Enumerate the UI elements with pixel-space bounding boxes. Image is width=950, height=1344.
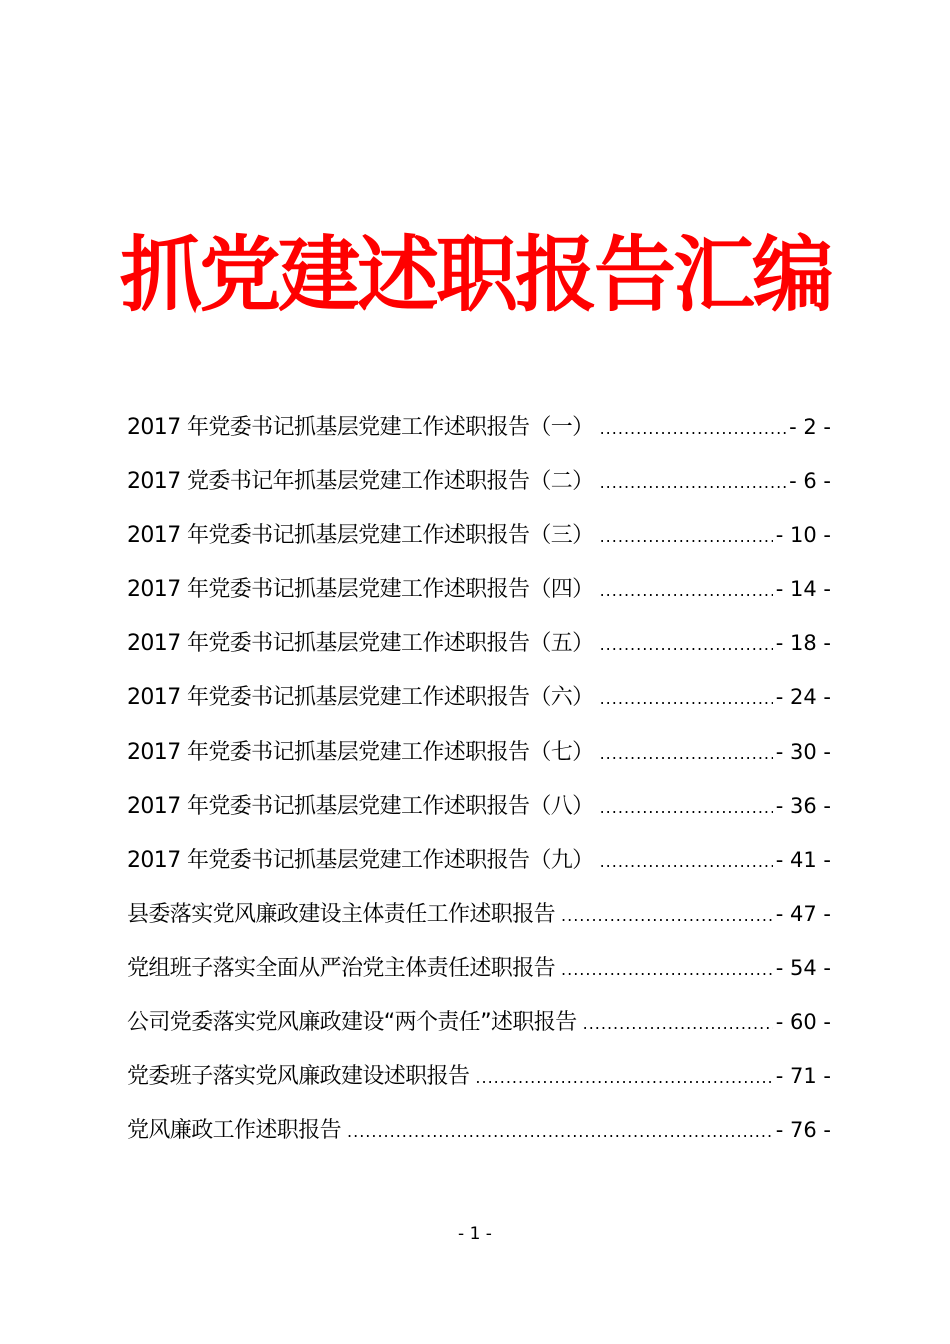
toc-dot-leader (600, 786, 773, 830)
toc-entry[interactable] (127, 1108, 831, 1162)
toc-entry[interactable] (127, 567, 831, 621)
toc-dot-leader (583, 1002, 773, 1046)
toc-entry-page: - 18 - (775, 631, 831, 656)
table-of-contents (127, 405, 831, 1162)
toc-dot-leader (600, 407, 787, 451)
toc-entry-page: - 47 - (775, 901, 831, 926)
document-title: 抓党建述职报告汇编 (120, 227, 832, 323)
toc-dot-leader (600, 515, 773, 559)
toc-dot-leader (600, 623, 773, 667)
toc-entry[interactable] (127, 838, 831, 892)
toc-entry-page: - 71 - (775, 1064, 831, 1089)
toc-entry[interactable] (127, 675, 831, 729)
toc-entry-page: - 24 - (775, 685, 831, 710)
toc-entry-title: 2017 年党委书记抓基层党建工作述职报告（六） (127, 685, 594, 711)
toc-entry[interactable] (127, 405, 831, 459)
toc-entry-title: 2017 年党委书记抓基层党建工作述职报告（三） (127, 523, 594, 549)
toc-entry[interactable] (127, 459, 831, 513)
toc-entry-title: 2017 年党委书记抓基层党建工作述职报告（四） (127, 577, 594, 603)
toc-dot-leader (600, 840, 773, 884)
toc-entry[interactable] (127, 730, 831, 784)
toc-entry[interactable] (127, 892, 831, 946)
toc-entry[interactable] (127, 1054, 831, 1108)
toc-entry-page: - 14 - (775, 577, 831, 602)
toc-entry-page: - 76 - (775, 1118, 831, 1143)
toc-entry[interactable] (127, 513, 831, 567)
toc-dot-leader (475, 1056, 772, 1100)
page-number-footer: - 1 - (458, 1224, 492, 1244)
toc-dot-leader (561, 894, 773, 938)
toc-entry-page: - 60 - (775, 1010, 831, 1035)
toc-entry-page: - 6 - (789, 469, 831, 494)
toc-entry-title: 2017 年党委书记抓基层党建工作述职报告（九） (127, 847, 594, 873)
toc-entry-title: 党组班子落实全面从严治党主体责任述职报告 (127, 955, 556, 981)
toc-entry-title: 2017 年党委书记抓基层党建工作述职报告（八） (127, 793, 594, 819)
toc-entry-page: - 30 - (775, 739, 831, 764)
toc-entry-page: - 2 - (789, 415, 831, 439)
toc-entry-page: - 41 - (775, 847, 831, 872)
toc-entry-title: 2017 年党委书记抓基层党建工作述职报告（一） (127, 415, 594, 440)
toc-dot-leader (600, 677, 773, 721)
toc-dot-leader (600, 461, 787, 505)
toc-dot-leader (600, 732, 773, 776)
toc-dot-leader (561, 948, 773, 992)
toc-entry[interactable] (127, 1000, 831, 1054)
toc-entry-title: 党风廉政工作述职报告 (127, 1118, 342, 1144)
toc-entry[interactable] (127, 946, 831, 1000)
toc-entry-title: 2017 党委书记年抓基层党建工作述职报告（二） (127, 469, 594, 495)
toc-entry-title: 2017 年党委书记抓基层党建工作述职报告（七） (127, 739, 594, 765)
toc-entry[interactable] (127, 621, 831, 675)
toc-dot-leader (600, 569, 773, 613)
toc-dot-leader (347, 1110, 773, 1154)
toc-entry-title: 党委班子落实党风廉政建设述职报告 (127, 1064, 470, 1090)
toc-entry-page: - 54 - (775, 955, 831, 980)
toc-entry[interactable] (127, 784, 831, 838)
toc-entry-title: 2017 年党委书记抓基层党建工作述职报告（五） (127, 631, 594, 657)
toc-entry-title: 公司党委落实党风廉政建设“两个责任”述职报告 (127, 1010, 577, 1036)
toc-entry-page: - 10 - (775, 523, 831, 548)
toc-entry-page: - 36 - (775, 793, 831, 818)
toc-entry-title: 县委落实党风廉政建设主体责任工作述职报告 (127, 901, 556, 927)
